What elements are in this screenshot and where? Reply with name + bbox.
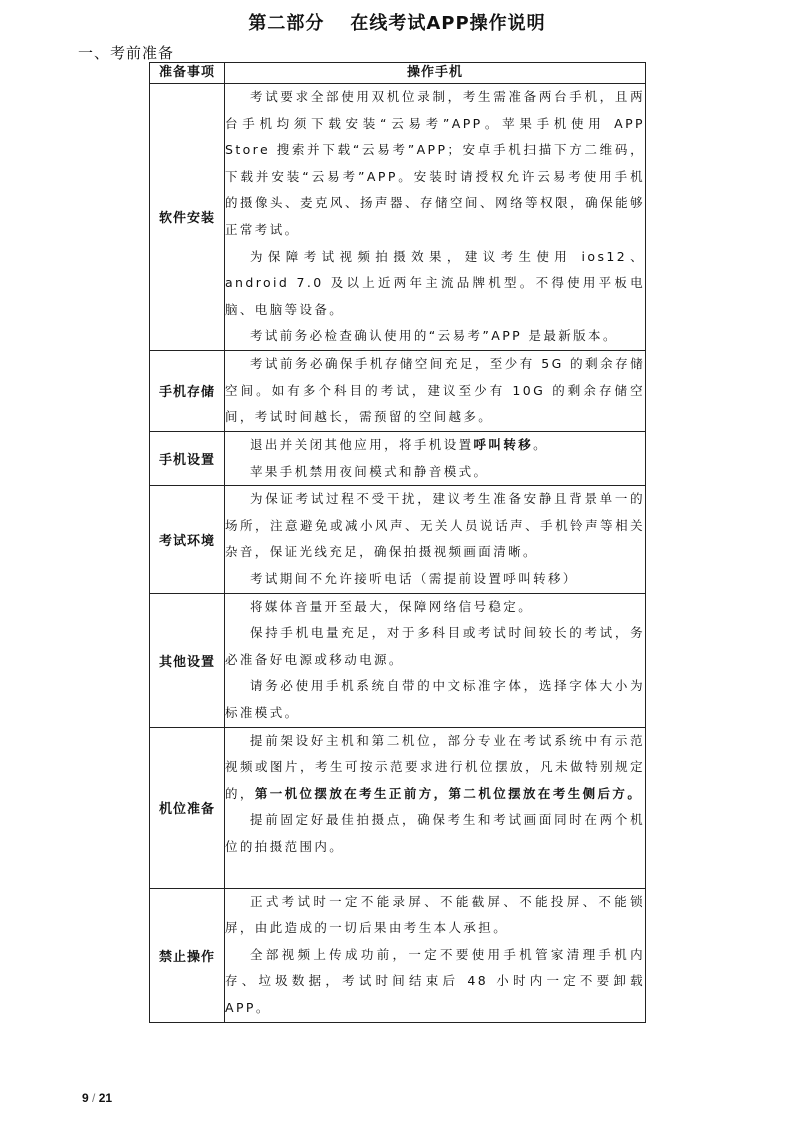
paragraph: 苹果手机禁用夜间模式和静音模式。: [250, 463, 489, 479]
header-operation: 操作手机: [225, 63, 646, 84]
row-description: [225, 431, 646, 485]
row-item-label: 考试环境: [150, 486, 225, 593]
table-row: [150, 593, 646, 727]
table-row: [150, 431, 646, 485]
paragraph: 提前固定好最佳拍摄点，确保考生和考试画面同时在两个机位的拍摄范围内。: [225, 812, 645, 854]
page-title: [0, 9, 794, 35]
paragraph: 全部视频上传成功前，一定不要使用手机管家清理手机内存、垃圾数据，考试时间结束后 48 小时内一定不要卸载APP。: [225, 946, 645, 1015]
paragraph: 为保证考试过程不受干扰，建议考生准备安静且背景单一的场所，注意避免或减小风声、无关人员说话声、手机铃声等相关杂音，保证光线充足，确保拍摄视频画面清晰。: [225, 491, 645, 560]
row-description: [225, 350, 646, 431]
table-row: [150, 727, 646, 888]
title-main: 在线考试APP操作说明: [350, 13, 546, 34]
paragraph: 考试期间不允许接听电话（需提前设置呼叫转移）: [250, 570, 578, 586]
page-number: 9 / 21: [82, 1091, 113, 1105]
paragraph: 为保障考试视频拍摄效果，建议考生使用 ios12、android 7.0 及以上近两年主流品牌机型。不得使用平板电脑、电脑等设备。: [225, 248, 645, 317]
paragraph: 考试前务必确保手机存储空间充足，至少有 5G 的剩余存储空间。如有多个科目的考试，建议至少有 10G 的剩余存储空间，考试时间越长，需预留的空间越多。: [225, 355, 645, 425]
preparation-table: [149, 62, 646, 1023]
title-part: 第二部分: [248, 13, 325, 34]
row-description: [225, 593, 646, 727]
bold-emphasis: 呼叫转移: [473, 436, 534, 452]
row-item-label: 禁止操作: [150, 888, 225, 1022]
header-item: 准备事项: [150, 63, 225, 84]
paragraph: 考试前务必检查确认使用的“云易考”APP 是最新版本。: [250, 328, 618, 344]
paragraph: 请务必使用手机系统自带的中文标准字体，选择字体大小为标准模式。: [225, 678, 645, 720]
table-row: [150, 84, 646, 351]
paragraph: 正式考试时一定不能录屏、不能截屏、不能投屏、不能锁屏，由此造成的一切后果由考生本人承担。: [225, 893, 645, 936]
paragraph: 将媒体音量开至最大，保障网络信号稳定。: [250, 598, 534, 614]
table-row: [150, 350, 646, 431]
table-header-row: [150, 63, 646, 84]
row-item-label: 其他设置: [150, 593, 225, 727]
row-description: [225, 888, 646, 1022]
row-item-label: 软件安装: [150, 84, 225, 351]
paragraph: 提前架设好主机和第二机位，部分专业在考试系统中有示范视频或图片，考生可按示范要求进行机位摆放，凡未做特别规定的，第一机位摆放在考生正前方，第二机位摆放在考生侧后方。: [225, 732, 645, 801]
row-description: [225, 486, 646, 593]
bold-emphasis: 第一机位摆放在考生正前方，第二机位摆放在考生侧后方。: [254, 785, 643, 801]
row-item-label: 手机存储: [150, 350, 225, 431]
paragraph: 退出并关闭其他应用，将手机设置呼叫转移。: [250, 436, 549, 452]
paragraph: 考试要求全部使用双机位录制，考生需准备两台手机，且两台手机均须下载安装“云易考”APP。苹果手机使用 APP Store 搜索并下载“云易考”APP；安卓手机扫描下方二维码，下载并安装“云易考”APP。安装时请授权允许云易考使用手机的摄像头、麦克风、扬声器、存储空间、网络等权限，确保能够正常考试。: [225, 89, 645, 237]
table-row: [150, 486, 646, 593]
section-heading: 一、考前准备: [78, 44, 175, 62]
row-item-label: 机位准备: [150, 727, 225, 888]
paragraph: 保持手机电量充足，对于多科目或考试时间较长的考试，务必准备好电源或移动电源。: [225, 625, 645, 667]
table-row: [150, 888, 646, 1022]
row-description: [225, 84, 646, 351]
row-description: [225, 727, 646, 888]
row-item-label: 手机设置: [150, 431, 225, 485]
